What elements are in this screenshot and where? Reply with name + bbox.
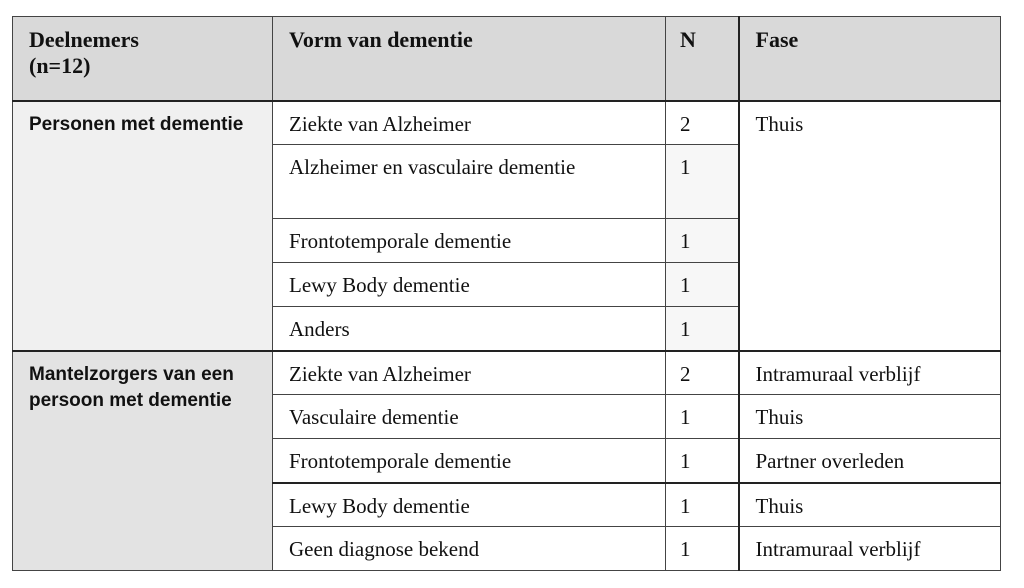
n-cell: 1: [666, 527, 739, 571]
form-cell: Anders: [273, 307, 666, 351]
group-label-caregivers: Mantelzorgers van een persoon met dementie: [13, 351, 273, 571]
n-cell: 1: [666, 145, 739, 219]
participants-table: [12, 16, 1001, 571]
table-row: [13, 101, 1001, 145]
n-cell: 1: [666, 395, 739, 439]
form-cell: Ziekte van Alzheimer: [273, 101, 666, 145]
header-form: Vorm van dementie: [273, 17, 666, 101]
n-cell: 1: [666, 219, 739, 263]
table-row: [13, 351, 1001, 395]
header-participants-line1: Deelnemers: [29, 27, 139, 52]
header-phase: Fase: [739, 17, 1001, 101]
header-participants: [13, 17, 273, 101]
phase-cell: Partner overleden: [739, 439, 1001, 483]
header-participants-line2: (n=12): [29, 53, 91, 78]
n-cell: 2: [666, 101, 739, 145]
n-cell: 1: [666, 439, 739, 483]
form-cell: Frontotemporale dementie: [273, 219, 666, 263]
form-cell: Lewy Body dementie: [273, 263, 666, 307]
n-cell: 1: [666, 483, 739, 527]
form-cell: Alzheimer en vasculaire dementie: [273, 145, 666, 219]
form-cell: Frontotemporale dementie: [273, 439, 666, 483]
phase-cell: Thuis: [739, 395, 1001, 439]
n-cell: 1: [666, 263, 739, 307]
group-label-persons: Personen met dementie: [13, 101, 273, 351]
n-cell: 2: [666, 351, 739, 395]
header-row: [13, 17, 1001, 101]
form-cell: Geen diagnose bekend: [273, 527, 666, 571]
phase-cell: Intramuraal verblijf: [739, 527, 1001, 571]
form-cell: Ziekte van Alzheimer: [273, 351, 666, 395]
n-cell: 1: [666, 307, 739, 351]
phase-cell: Intramuraal verblijf: [739, 351, 1001, 395]
phase-cell: Thuis: [739, 483, 1001, 527]
form-cell: Lewy Body dementie: [273, 483, 666, 527]
phase-cell: Thuis: [739, 101, 1001, 351]
form-cell: Vasculaire dementie: [273, 395, 666, 439]
header-n: N: [666, 17, 739, 101]
